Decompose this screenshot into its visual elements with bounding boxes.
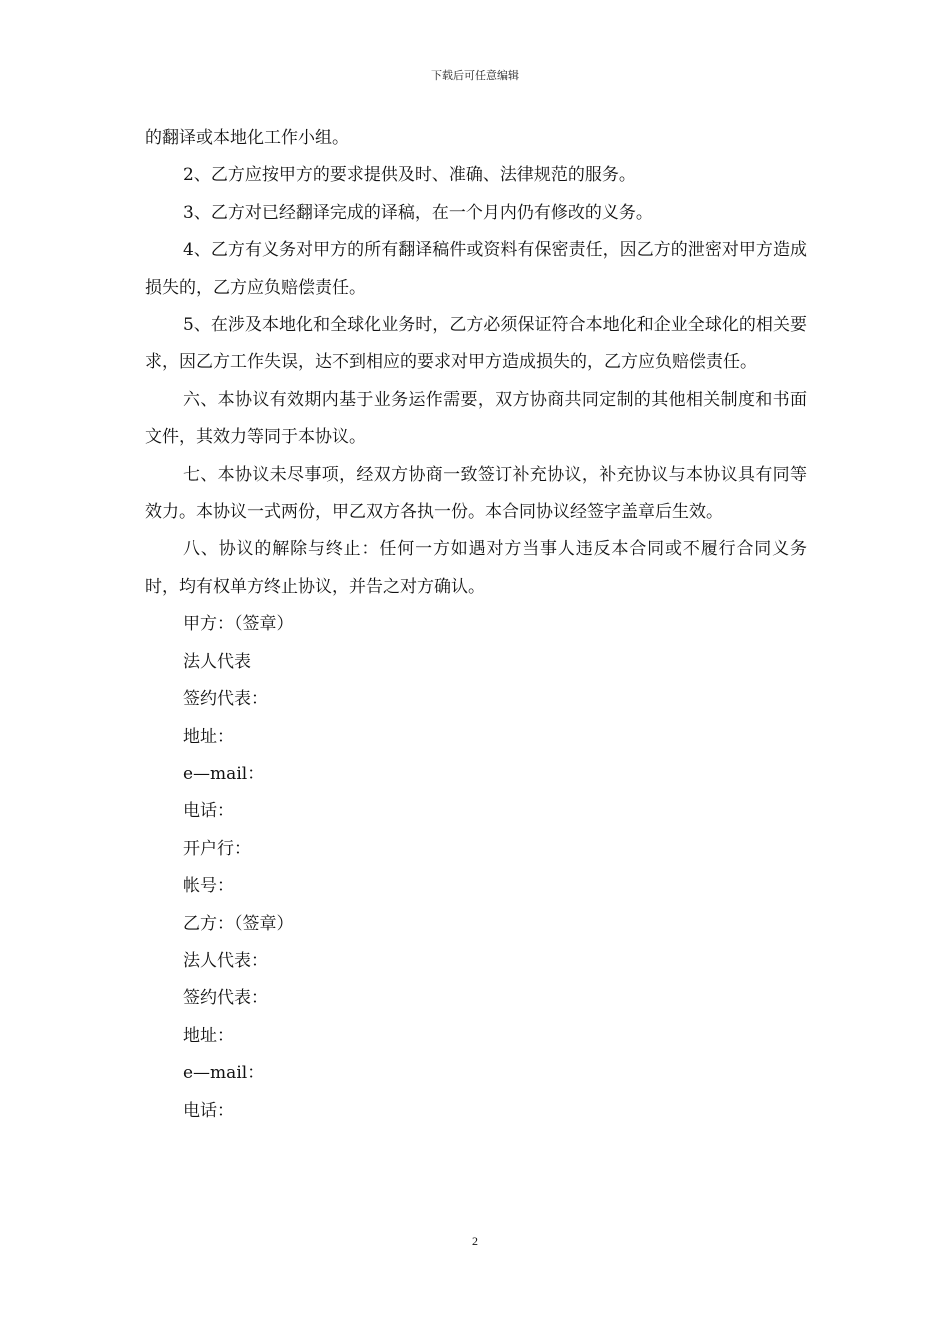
party-a-title: 甲方：（签章） — [183, 614, 294, 635]
page-header: 下载后可任意编辑 — [431, 69, 519, 82]
party-a-signing-rep: 签约代表： — [183, 689, 268, 710]
party-a-legal-rep: 法人代表 — [183, 651, 251, 672]
party-b-address: 地址： — [183, 1025, 234, 1046]
party-a-block — [145, 606, 807, 905]
party-b-phone: 电话： — [183, 1100, 234, 1121]
article-6: 六、本协议有效期内基于业务运作需要，双方协商共同定制的其他相关制度和书面文件，其效力等同于本协议。 — [145, 389, 807, 448]
clause-5: 5、在涉及本地化和全球化业务时，乙方必须保证符合本地化和企业全球化的相关要求，因乙方工作失误，达不到相应的要求对甲方造成损失的，乙方应负赔偿责任。 — [145, 315, 807, 373]
clause-4: 4、乙方有义务对甲方的所有翻译稿件或资料有保密责任，因乙方的泄密对甲方造成损失的，乙方应负赔偿责任。 — [145, 240, 807, 298]
party-b-block — [145, 906, 807, 1130]
article-8: 八、协议的解除与终止：任何一方如遇对方当事人违反本合同或不履行合同义务时，均有权单方终止协议，并告之对方确认。 — [145, 539, 807, 597]
page-number: 2 — [472, 1234, 478, 1248]
clause-3: 3、乙方对已经翻译完成的译稿，在一个月内仍有修改的义务。 — [183, 202, 653, 223]
party-b-signing-rep: 签约代表： — [183, 988, 268, 1009]
clause-2: 2、乙方应按甲方的要求提供及时、准确、法律规范的服务。 — [183, 165, 636, 186]
party-a-phone: 电话： — [183, 801, 234, 822]
party-b-email: e—mail： — [183, 1063, 265, 1084]
party-a-address: 地址： — [183, 726, 234, 747]
party-a-account: 帐号： — [183, 876, 234, 897]
party-b-legal-rep: 法人代表： — [183, 950, 268, 971]
article-7: 七、本协议未尽事项，经双方协商一致签订补充协议，补充协议与本协议具有同等效力。本协议一式两份，甲乙双方各执一份。本合同协议经签字盖章后生效。 — [145, 464, 807, 523]
party-b-title: 乙方：（签章） — [183, 913, 294, 934]
party-a-bank: 开户行： — [183, 838, 251, 859]
paragraph-continuation: 的翻译或本地化工作小组。 — [145, 128, 349, 148]
document-body — [145, 120, 807, 1130]
party-a-email: e—mail： — [183, 763, 265, 784]
